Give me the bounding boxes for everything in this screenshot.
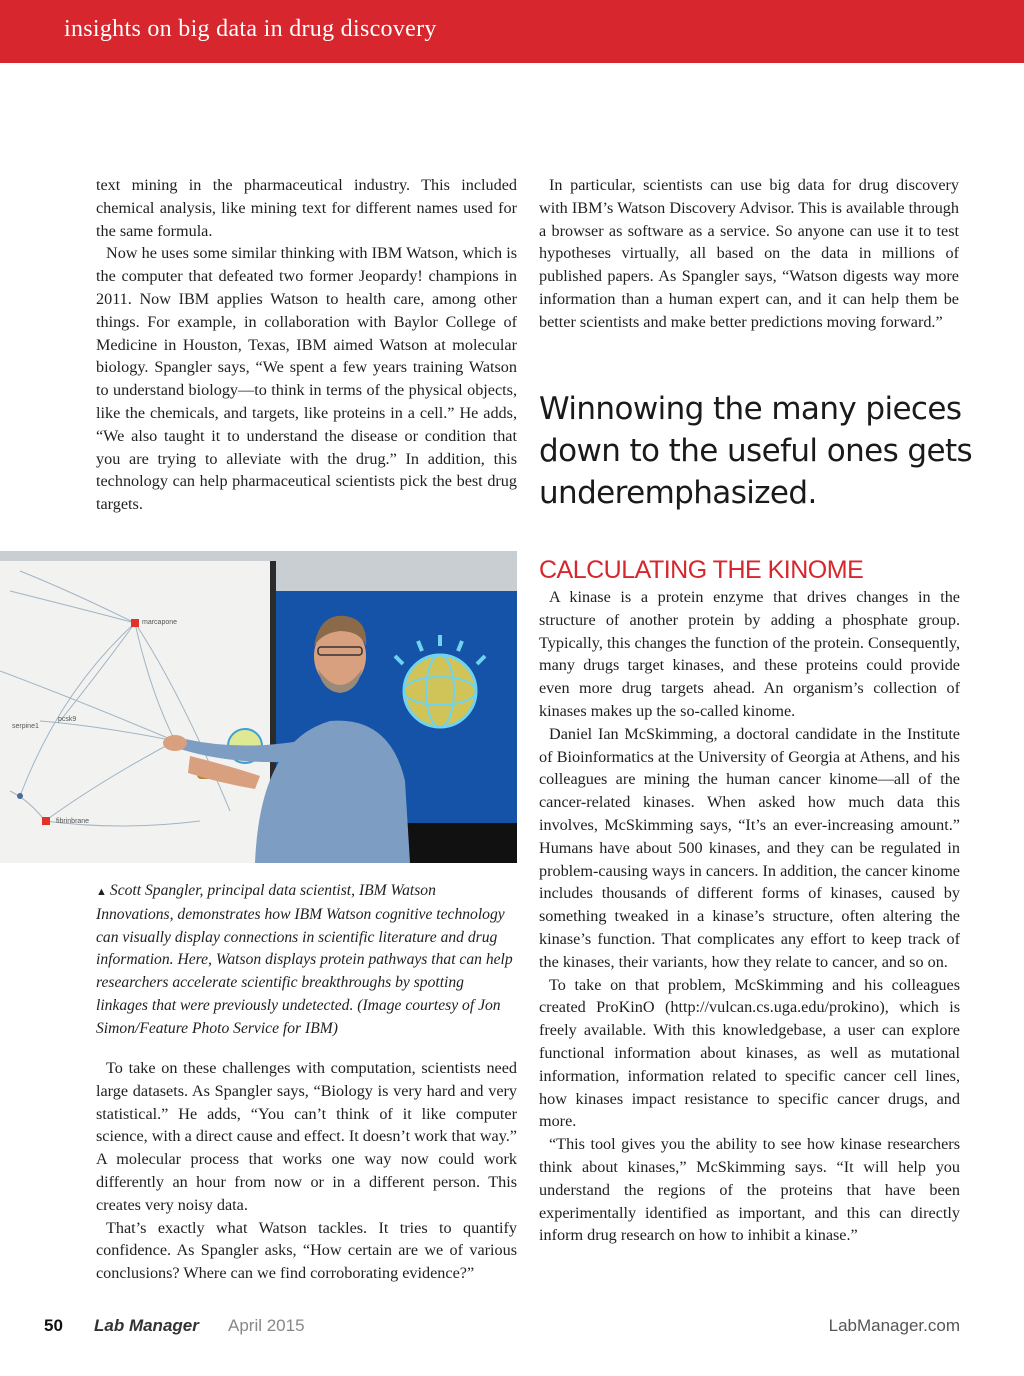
- paragraph: In particular, scientists can use big data for drug discovery with IBM’s Watson Discovery Advisor. This is available through a browser as software as a service. So anyone can use it to test hypotheses virtually, all based on the data in millions of published papers. As Spangler says, “Watson digests way more information than a human expert can, and it can help them be better scientists and make better predictions moving forward.”: [539, 176, 959, 331]
- paragraph: To take on that problem, McSkimming and his colleagues created ProKinO (http://vulcan.cs.uga.edu/prokino), which is freely available. With this knowledgebase, a user can explore functional information about kinases, as well as mutational information, information related to specific cancer cell lines, how kinases impact resistance to specific cancer drugs, and more.: [539, 975, 960, 1131]
- paragraph: To take on these challenges with computation, scientists need large datasets. As Spangler says, “Biology is very hard and very statistical.” He adds, “You can’t think of it like computer science, with a direct cause and effect. It doesn’t work that way.” A molecular process that works one way now could work differently an hour from now or in a different person. This creates very noisy data.: [96, 1059, 517, 1214]
- article-photo: [0, 551, 517, 863]
- graph-label: fibrinbrane: [56, 818, 90, 825]
- website-link[interactable]: LabManager.com: [828, 1316, 960, 1335]
- graph-label: serpine1: [12, 723, 39, 730]
- paragraph: Now he uses some similar thinking with IBM Watson, which is the computer that defeated two former Jeopardy! champions in 2011. Now IBM applies Watson to health care, among other things. For example, in collaboration with Baylor College of Medicine in Houston, Texas, IBM aimed Watson at molecular biology. Spangler says, “We spent a few years training Watson to understand biology—to think in terms of the physical objects, like the chemicals, and targets, like proteins in a cell.” He adds, “We also taught it to understand the disease or condition that you are trying to alleviate with the drug.” In addition, this technology can help pharmaceutical scientists pick the best drug targets.: [96, 244, 517, 514]
- issue-date: April 2015: [228, 1316, 305, 1335]
- paragraph: Daniel Ian McSkimming, a doctoral candidate in the Institute of Bioinformatics at the University of Georgia at Athens, and his colleagues are mining the human cancer kinome—all of the cancer-related kinases. When asked how much data this involves, McSkimming says, “It’s an ever-increasing amount.” Humans have about 500 kinases, and they can be regulated in problem-causing ways in cancers. In addition, the cancer kinome includes thousands of different forms of kinases, caused by something tweaked in a kinase’s structure, often altering the kinase’s function. That complicates any effort to keep track of the kinases, their variants, how they relate to cancer, and so on.: [539, 724, 960, 971]
- left-monitor: [0, 561, 270, 863]
- graph-label: marcapone: [142, 619, 178, 626]
- section-heading: CALCULATING THE KINOME: [539, 556, 864, 584]
- paragraph: That’s exactly what Watson tackles. It tries to quantify confidence. As Spangler asks, “How certain are we of various conclusions? Where can we find corroborating evidence?”: [96, 1218, 517, 1283]
- right-column-top: [539, 174, 959, 334]
- paragraph: A kinase is a protein enzyme that drives changes in the structure of another protein by adding a phosphate group. Typically, this changes the function of the protein. Consequently, many drugs target kinases, and these proteins could provide even more drug targets ahead. An organism’s collection of kinases makes up the so-called kinome.: [539, 588, 960, 720]
- running-header: insights on big data in drug discovery: [64, 16, 437, 42]
- paragraph: “This tool gives you the ability to see how kinase researchers think about kinases,” McSkimming says. “It will help you understand the regions of the proteins that have been experimentally identified as important, and this can directly inform drug research on how to inhibit a kinase.”: [539, 1135, 960, 1245]
- graph-label: pcsk9: [58, 716, 77, 723]
- paragraph: text mining in the pharmaceutical industry. This included chemical analysis, like mining text for different names used for the same formula.: [96, 176, 517, 240]
- pull-quote: Winnowing the many pieces down to the useful ones gets underemphasized.: [539, 391, 973, 511]
- left-column-top: [96, 174, 517, 516]
- caption-text: Scott Spangler, principal data scientist, IBM Watson Innovations, demonstrates how IBM Watson cognitive technology can visually display connections in scientific literature and drug information. Here, Watson displays protein pathways that can help researchers accelerate scientific breakthroughs by spotting linkages that were previously undetected. (Image courtesy of Jon Simon/Feature Photo Service for IBM): [96, 882, 513, 1037]
- page-number: 50: [44, 1316, 63, 1335]
- magazine-name: Lab Manager: [94, 1316, 199, 1335]
- left-column-bottom: [96, 1057, 517, 1285]
- photo-caption: [96, 880, 517, 1041]
- right-column-bottom: [539, 586, 960, 1247]
- photo-illustration: [0, 551, 517, 863]
- header-banner: [0, 0, 1024, 63]
- triangle-icon: ▲: [96, 886, 107, 898]
